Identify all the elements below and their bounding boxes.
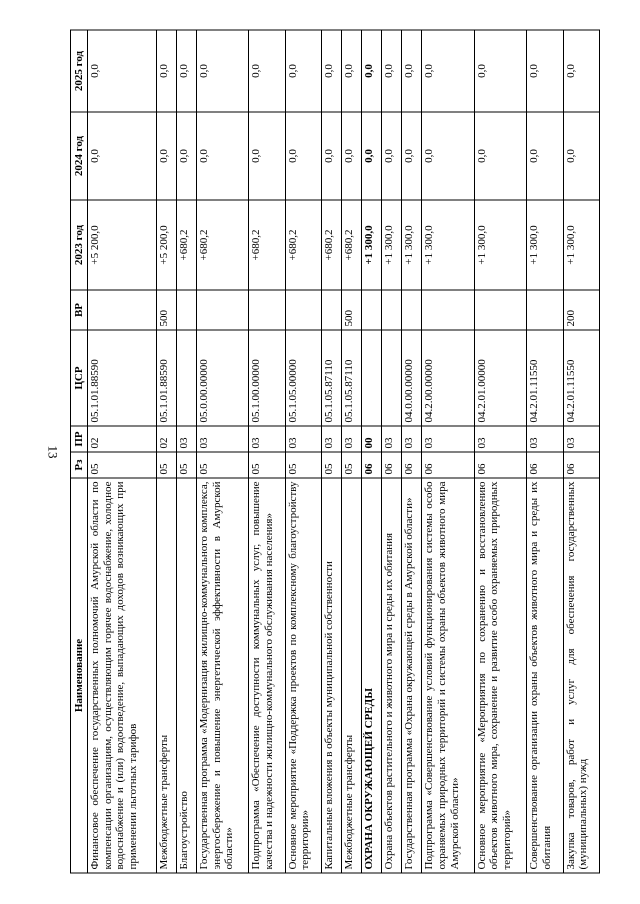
table-row [249,30,285,873]
header-pr: ПР [71,426,88,452]
cell-name: Финансовое обеспечение государственных полномочий Амурской области по компенсации организациям, осуществляющим горячее водоснабжение, холодное водоснабжение и (или) водоотведение, выпадающих доходов возникающих при применении льготных тарифов [88,478,157,873]
cell-2023: +1 300,0 [474,200,527,290]
cell-2024: 0,0 [402,112,422,200]
cell-2023: +5 200,0 [156,200,176,290]
cell-2024: 0,0 [563,112,599,200]
cell-csr: 04.2.01.11550 [563,330,599,426]
cell-2024: 0,0 [342,112,362,200]
cell-2023: +680,2 [176,200,196,290]
cell-csr: 05.1.00.00000 [249,330,285,426]
cell-rz: 06 [563,452,599,478]
cell-2025: 0,0 [563,30,599,112]
header-2025: 2025 год [71,30,88,112]
cell-vr: 500 [156,290,176,330]
header-2023: 2023 год [71,200,88,290]
cell-2024: 0,0 [422,112,475,200]
cell-2023: +1 300,0 [362,200,382,290]
cell-name: Государственная программа «Модернизация жилищно-коммунального комплекса, энергосбережение и повышение энергетической эффективности в Амурской области» [196,478,249,873]
cell-vr [382,290,402,330]
cell-rz: 06 [362,452,382,478]
table-row [342,30,362,873]
cell-2023: +680,2 [249,200,285,290]
cell-2023: +1 300,0 [382,200,402,290]
cell-csr: 05.1.05.87110 [321,330,341,426]
cell-pr: 03 [563,426,599,452]
cell-rz: 05 [156,452,176,478]
cell-name: Подпрограмма «Обеспечение доступности коммунальных услуг, повышение качества и надежности жилищно-коммунального обслуживания населения» [249,478,285,873]
cell-csr: 04.0.00.00000 [402,330,422,426]
header-name: Наименование [71,478,88,873]
cell-pr: 03 [176,426,196,452]
table-row [474,30,527,873]
table-row [196,30,249,873]
table-row [285,30,321,873]
cell-name: Подпрограмма «Совершенствование условий функционирования системы особо охраняемых природных территорий и системы охраны объектов животного мира Амурской области» [422,478,475,873]
cell-rz: 05 [249,452,285,478]
cell-vr: 200 [563,290,599,330]
cell-rz: 05 [176,452,196,478]
cell-2024: 0,0 [474,112,527,200]
cell-2023: +680,2 [342,200,362,290]
cell-2024: 0,0 [382,112,402,200]
table-row [321,30,341,873]
cell-2024: 0,0 [196,112,249,200]
cell-2025: 0,0 [176,30,196,112]
cell-csr: 04.2.01.11550 [527,330,563,426]
cell-2025: 0,0 [382,30,402,112]
cell-csr: 05.1.01.88590 [88,330,157,426]
cell-name: Совершенствование организации охраны объектов животного мира и среды их обитания [527,478,563,873]
cell-2025: 0,0 [342,30,362,112]
cell-2025: 0,0 [156,30,176,112]
rotated-table-container [70,31,600,874]
table-row [402,30,422,873]
cell-pr: 03 [402,426,422,452]
header-csr: ЦСР [71,330,88,426]
table-row [563,30,599,873]
cell-2024: 0,0 [176,112,196,200]
cell-2025: 0,0 [527,30,563,112]
cell-pr: 02 [88,426,157,452]
cell-rz: 06 [422,452,475,478]
cell-vr [196,290,249,330]
cell-pr: 03 [196,426,249,452]
cell-2024: 0,0 [321,112,341,200]
cell-rz: 06 [402,452,422,478]
cell-csr: 05.1.01.88590 [156,330,176,426]
cell-csr: 05.1.05.00000 [285,330,321,426]
cell-name: Государственная программа «Охрана окружающей среды в Амурской области» [402,478,422,873]
cell-2024: 0,0 [527,112,563,200]
cell-pr: 03 [527,426,563,452]
cell-rz: 06 [527,452,563,478]
cell-2025: 0,0 [285,30,321,112]
cell-pr: 03 [382,426,402,452]
cell-2025: 0,0 [402,30,422,112]
cell-vr [422,290,475,330]
cell-pr: 03 [474,426,527,452]
cell-rz: 05 [88,452,157,478]
cell-csr: 05.0.00.00000 [196,330,249,426]
cell-name: Межбюджетные трансферты [342,478,362,873]
cell-vr [362,290,382,330]
header-vr: ВР [71,290,88,330]
cell-2023: +1 300,0 [563,200,599,290]
table-row [362,30,382,873]
cell-2025: 0,0 [88,30,157,112]
cell-rz: 05 [285,452,321,478]
cell-vr: 500 [342,290,362,330]
cell-2024: 0,0 [156,112,176,200]
cell-name: Основное мероприятие «Мероприятия по сохранению и восстановлению объектов животного мира, сохранение и развитие особо охраняемых природных территорий» [474,478,527,873]
cell-rz: 05 [196,452,249,478]
cell-pr: 02 [156,426,176,452]
cell-2025: 0,0 [321,30,341,112]
cell-2023: +1 300,0 [527,200,563,290]
table-row [156,30,176,873]
cell-name: Межбюджетные трансферты [156,478,176,873]
cell-name: Капитальные вложения в объекты муниципальной собственности [321,478,341,873]
cell-rz: 06 [474,452,527,478]
cell-name: Основное мероприятие «Поддержка проектов по комплексному благоустройству территории» [285,478,321,873]
cell-rz: 06 [382,452,402,478]
header-2024: 2024 год [71,112,88,200]
cell-2025: 0,0 [474,30,527,112]
table-row [527,30,563,873]
table-row [422,30,475,873]
cell-rz: 05 [321,452,341,478]
cell-csr [176,330,196,426]
table-row [88,30,157,873]
cell-pr: 03 [422,426,475,452]
cell-rz: 05 [342,452,362,478]
table-header-row [71,30,88,873]
cell-pr: 03 [342,426,362,452]
cell-vr [321,290,341,330]
cell-2024: 0,0 [285,112,321,200]
table-body [88,30,600,873]
cell-vr [249,290,285,330]
cell-name: Благоустройство [176,478,196,873]
cell-csr [382,330,402,426]
cell-vr [176,290,196,330]
cell-2023: +680,2 [321,200,341,290]
cell-2025: 0,0 [249,30,285,112]
cell-vr [88,290,157,330]
cell-csr: 04.2.00.00000 [422,330,475,426]
cell-csr: 05.1.05.87110 [342,330,362,426]
cell-name: Закупка товаров, работ и услуг для обеспечения государственных (муниципальных) нужд [563,478,599,873]
cell-2023: +680,2 [196,200,249,290]
cell-pr: 03 [285,426,321,452]
cell-vr [474,290,527,330]
cell-csr [362,330,382,426]
cell-2024: 0,0 [362,112,382,200]
cell-name: Охрана объектов растительного и животного мира и среды их обитания [382,478,402,873]
header-rz: Рз [71,452,88,478]
cell-2023: +1 300,0 [422,200,475,290]
budget-table [70,30,600,874]
cell-pr: 03 [321,426,341,452]
cell-pr: 00 [362,426,382,452]
cell-pr: 03 [249,426,285,452]
cell-csr: 04.2.01.00000 [474,330,527,426]
table-row [176,30,196,873]
table-row [382,30,402,873]
cell-name: ОХРАНА ОКРУЖАЮЩЕЙ СРЕДЫ [362,478,382,873]
cell-2024: 0,0 [88,112,157,200]
cell-vr [527,290,563,330]
cell-2023: +680,2 [285,200,321,290]
page-number: 13 [45,445,61,459]
cell-2025: 0,0 [362,30,382,112]
cell-2025: 0,0 [422,30,475,112]
cell-vr [285,290,321,330]
cell-2023: +5 200,0 [88,200,157,290]
cell-2023: +1 300,0 [402,200,422,290]
cell-2025: 0,0 [196,30,249,112]
cell-2024: 0,0 [249,112,285,200]
cell-vr [402,290,422,330]
